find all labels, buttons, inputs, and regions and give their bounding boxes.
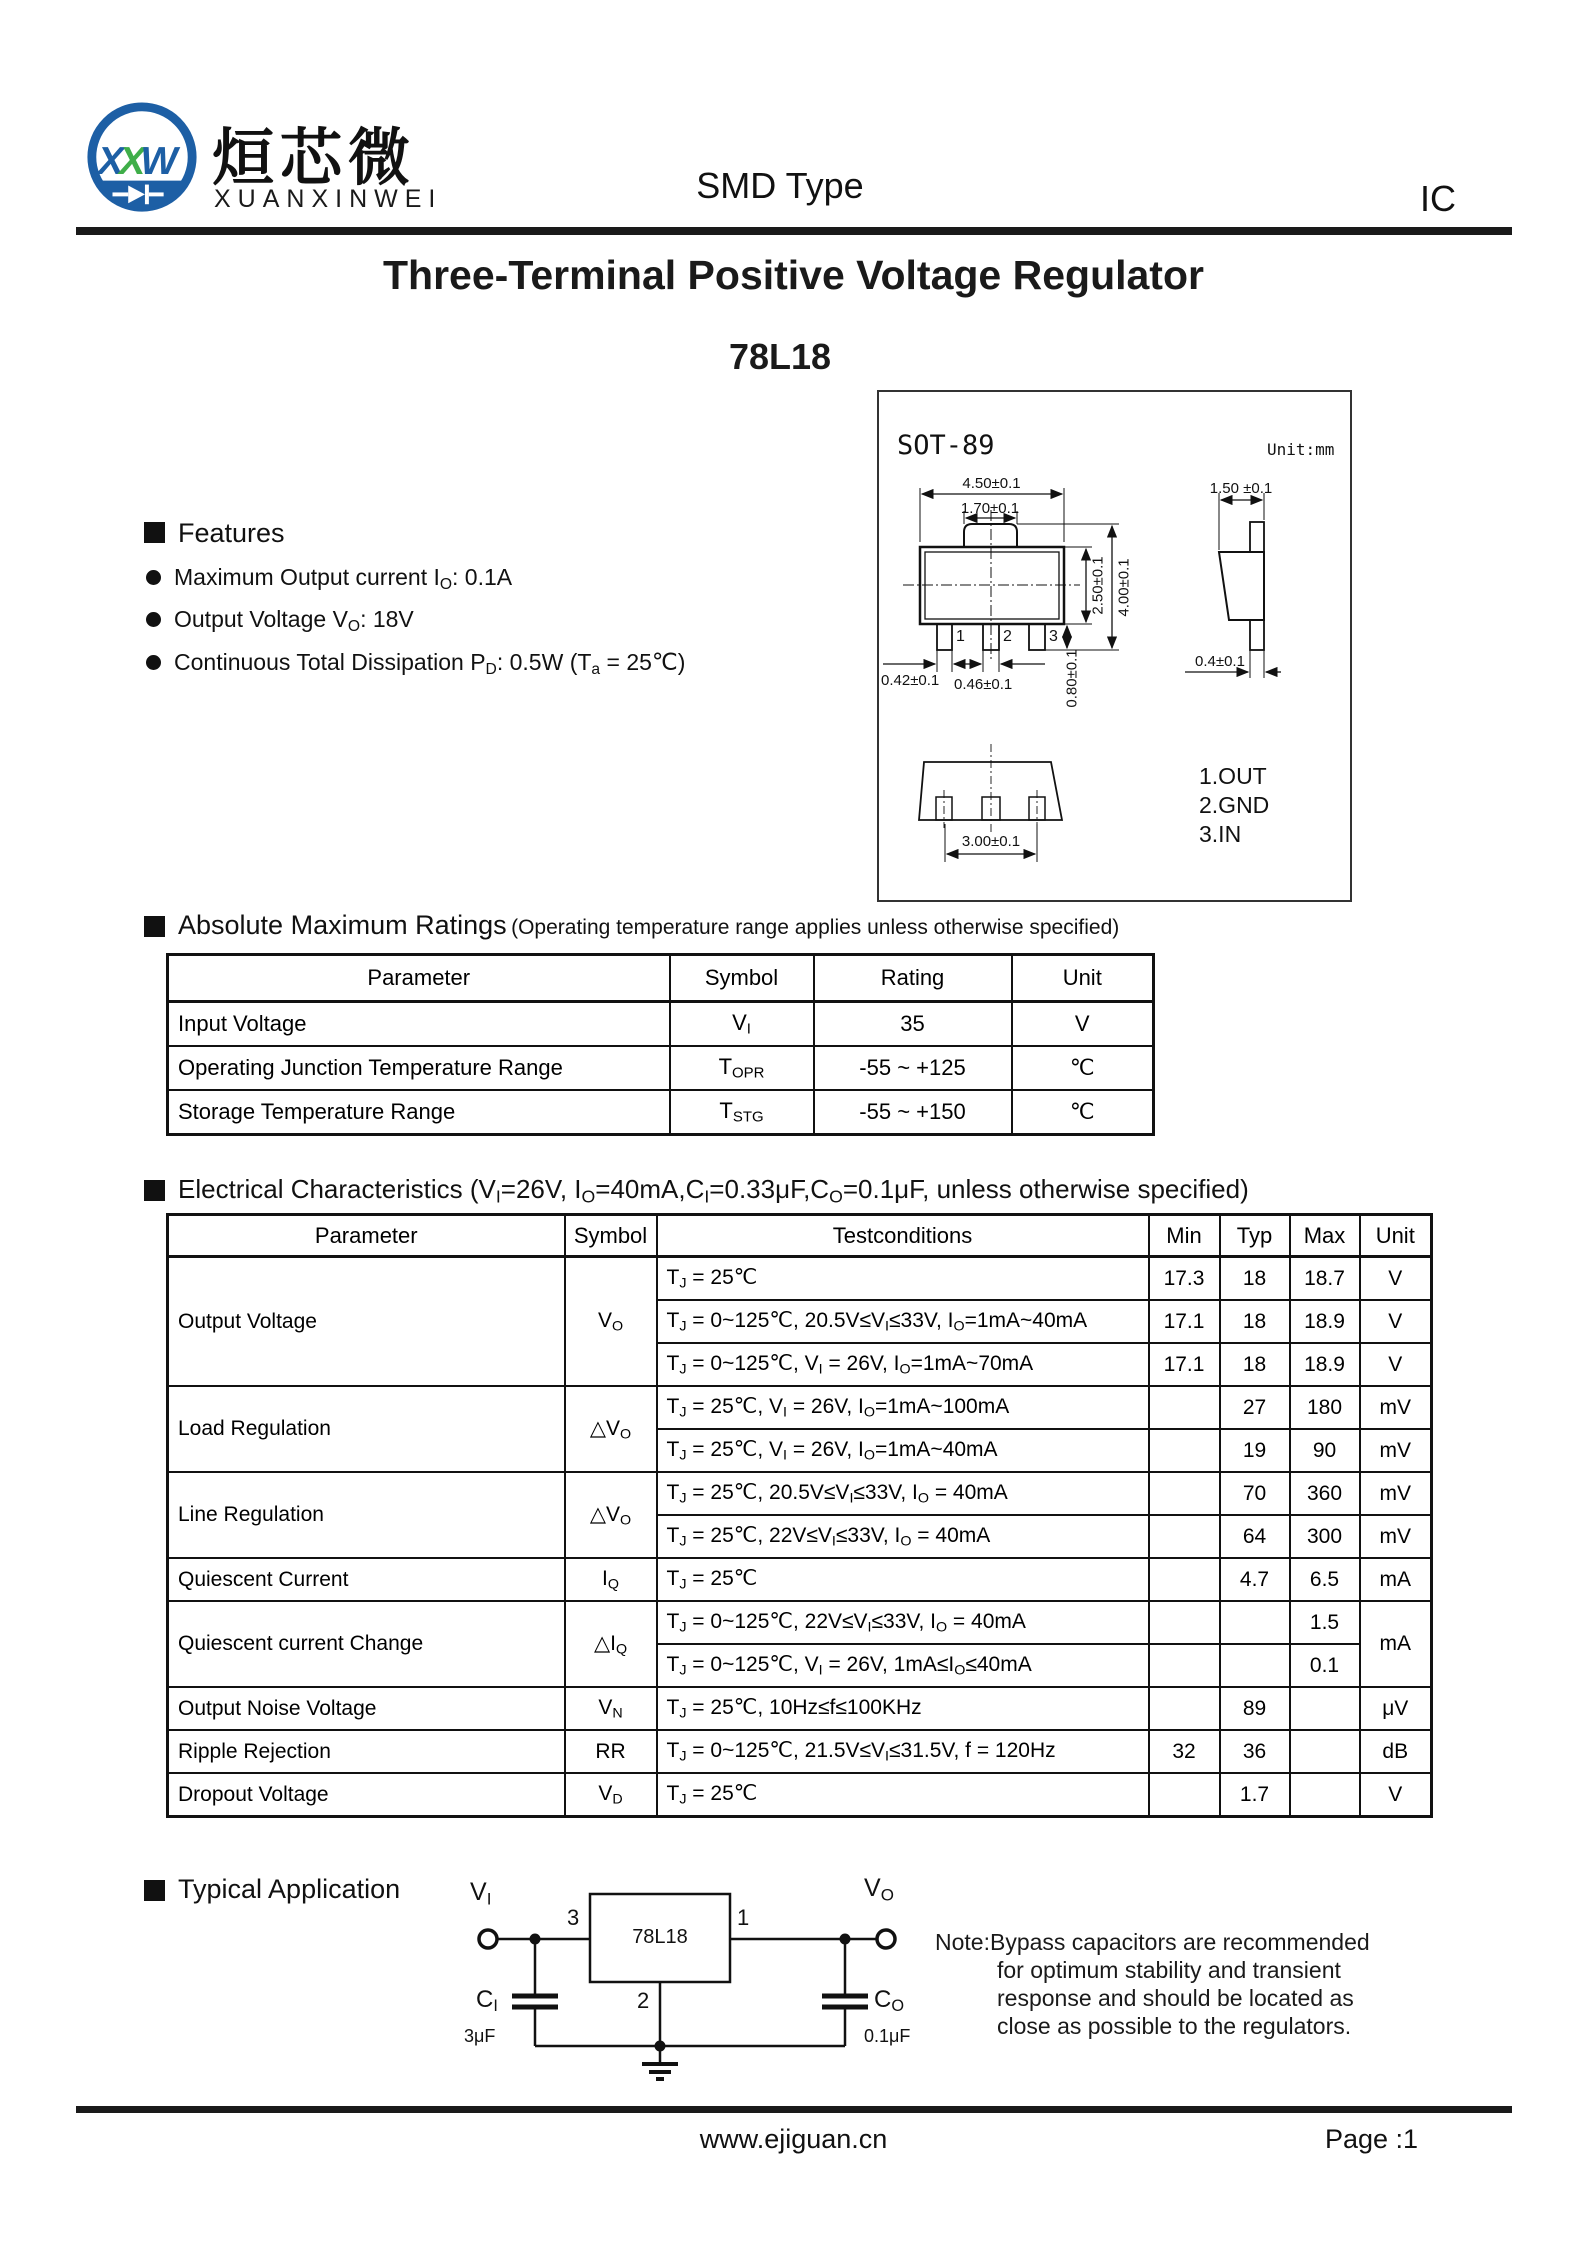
pin-1-label: 1 bbox=[737, 1905, 750, 1930]
cell-typ: 70 bbox=[1220, 1472, 1290, 1515]
cell-max: 18.9 bbox=[1290, 1300, 1360, 1343]
cell-cond: $T_J$ = 25℃, 10Hz≤f≤100KHz bbox=[657, 1687, 1149, 1730]
cell-typ: 18 bbox=[1220, 1257, 1290, 1301]
table-header-row bbox=[168, 1215, 1432, 1257]
feature-bullet-icon bbox=[146, 655, 161, 670]
note-line: close as possible to the regulators. bbox=[997, 2013, 1352, 2039]
cell-min bbox=[1149, 1515, 1220, 1558]
cell-cond: $T_J$ = 0~125℃, $20.5V\le V_I\le 33V$, $I_O=1mA\sim 40mA$ bbox=[657, 1300, 1149, 1343]
pin-number-2: 2 bbox=[1003, 628, 1012, 645]
col-unit: Unit bbox=[1012, 955, 1154, 1002]
col-conditions: Testconditions bbox=[657, 1215, 1149, 1257]
col-symbol: Symbol bbox=[565, 1215, 657, 1257]
category-label: IC bbox=[1420, 178, 1456, 219]
footer-website: www.ejiguan.cn bbox=[699, 2124, 888, 2154]
cell-unit: ℃ bbox=[1012, 1090, 1154, 1135]
cell-symbol: $\triangle V_O$ bbox=[565, 1472, 657, 1558]
cell-min: 32 bbox=[1149, 1730, 1220, 1773]
pin-2-label: 2 bbox=[637, 1988, 650, 2013]
feature-item: Maximum Output current $I_O$: 0.1A bbox=[174, 564, 513, 593]
cell-rating: -55 ~ +125 bbox=[814, 1046, 1012, 1090]
table-row bbox=[168, 1558, 1432, 1601]
pin-3-label: 3 bbox=[567, 1905, 580, 1930]
cell-rating: -55 ~ +150 bbox=[814, 1090, 1012, 1135]
col-min: Min bbox=[1149, 1215, 1220, 1257]
brand-name-cn: 烜芯微 bbox=[212, 124, 417, 193]
cell-unit: mV bbox=[1360, 1429, 1432, 1472]
cell-typ: 19 bbox=[1220, 1429, 1290, 1472]
vout-label: $V_O$ bbox=[864, 1874, 894, 1905]
cell-param: Line Regulation bbox=[168, 1472, 565, 1558]
company-logo bbox=[83, 100, 201, 218]
cell-min bbox=[1149, 1429, 1220, 1472]
cell-min bbox=[1149, 1687, 1220, 1730]
table-row bbox=[168, 1773, 1432, 1817]
cell-unit: mA bbox=[1360, 1601, 1432, 1687]
dim-body-height: 2.50±0.1 bbox=[1089, 556, 1107, 615]
circuit-drawing bbox=[440, 1878, 910, 2088]
table-row bbox=[168, 1090, 1154, 1135]
col-parameter: Parameter bbox=[168, 1215, 565, 1257]
brand-name-en: XUANXINWEI bbox=[214, 185, 443, 213]
pin-number-1: 1 bbox=[956, 628, 965, 645]
cell-cond: $T_J$ = 25℃ bbox=[657, 1773, 1149, 1817]
cell-max: 90 bbox=[1290, 1429, 1360, 1472]
cell-param: Output Voltage bbox=[168, 1257, 565, 1387]
cin-value: 3μF bbox=[464, 2026, 496, 2046]
dim-lead-width: 0.42±0.1 bbox=[881, 672, 940, 689]
package-outline-panel bbox=[877, 390, 1352, 902]
cell-min: 17.1 bbox=[1149, 1300, 1220, 1343]
package-drawing bbox=[879, 392, 1346, 896]
footer-rule bbox=[76, 2106, 1512, 2113]
cell-typ: 64 bbox=[1220, 1515, 1290, 1558]
cell-typ: 1.7 bbox=[1220, 1773, 1290, 1817]
cell-param: Storage Temperature Range bbox=[168, 1090, 670, 1135]
col-symbol: Symbol bbox=[670, 955, 814, 1002]
cell-unit: mV bbox=[1360, 1515, 1432, 1558]
cell-unit: ℃ bbox=[1012, 1046, 1154, 1090]
col-typ: Typ bbox=[1220, 1215, 1290, 1257]
feature-bullet-icon bbox=[146, 612, 161, 627]
dim-tab-width: 1.70±0.1 bbox=[960, 500, 1020, 517]
cell-typ: 89 bbox=[1220, 1687, 1290, 1730]
table-row bbox=[168, 1687, 1432, 1730]
abs-max-subheading: (Operating temperature range applies unless otherwise specified) bbox=[511, 916, 1120, 939]
cell-symbol: $T_{STG}$ bbox=[670, 1090, 814, 1135]
cell-param: Dropout Voltage bbox=[168, 1773, 565, 1817]
abs-max-table bbox=[166, 953, 1155, 1136]
cell-unit: mA bbox=[1360, 1558, 1432, 1601]
cell-param: Operating Junction Temperature Range bbox=[168, 1046, 670, 1090]
dim-lead-thickness: 0.4±0.1 bbox=[1195, 653, 1245, 670]
pin-number-3: 3 bbox=[1049, 628, 1058, 645]
table-header-row bbox=[168, 955, 1154, 1002]
note-line: Note:Bypass capacitors are recommended bbox=[935, 1929, 1370, 1955]
cell-min: 17.3 bbox=[1149, 1257, 1220, 1301]
footer-page-number: Page :1 bbox=[1325, 2124, 1419, 2154]
cout-value: 0.1μF bbox=[864, 2026, 911, 2046]
cell-cond: $T_J$ = 25℃, $V_I = 26V$, $I_O=1mA\sim 100mA$ bbox=[657, 1386, 1149, 1429]
cell-min: 17.1 bbox=[1149, 1343, 1220, 1386]
cell-min bbox=[1149, 1601, 1220, 1644]
col-max: Max bbox=[1290, 1215, 1360, 1257]
cell-rating: 35 bbox=[814, 1002, 1012, 1047]
cell-cond: $T_J$ = 0~125℃, $22V\le V_I\le 33V$, $I_O = 40mA$ bbox=[657, 1601, 1149, 1644]
application-heading: Typical Application bbox=[178, 1874, 401, 1904]
cell-max bbox=[1290, 1730, 1360, 1773]
cell-typ: 36 bbox=[1220, 1730, 1290, 1773]
cell-param: Ripple Rejection bbox=[168, 1730, 565, 1773]
cout-label: $C_O$ bbox=[874, 1986, 905, 2016]
cell-symbol: $\triangle V_O$ bbox=[565, 1386, 657, 1472]
features-heading: Features bbox=[178, 518, 285, 548]
dim-lead-length: 0.80±0.1 bbox=[1063, 649, 1081, 708]
doc-type-label: SMD Type bbox=[696, 165, 864, 206]
cell-max: 180 bbox=[1290, 1386, 1360, 1429]
page-title: Three-Terminal Positive Voltage Regulator bbox=[383, 252, 1204, 298]
cell-unit: V bbox=[1360, 1300, 1432, 1343]
cell-max: 6.5 bbox=[1290, 1558, 1360, 1601]
side-view bbox=[1185, 493, 1281, 678]
package-unit-label: Unit:mm bbox=[1267, 440, 1335, 459]
col-unit: Unit bbox=[1360, 1215, 1432, 1257]
part-number: 78L18 bbox=[728, 336, 832, 377]
cell-typ: 18 bbox=[1220, 1300, 1290, 1343]
table-row bbox=[168, 1046, 1154, 1090]
dim-body-width: 4.50±0.1 bbox=[962, 475, 1021, 492]
cell-unit: μV bbox=[1360, 1687, 1432, 1730]
pin-name-in: 3.IN bbox=[1199, 821, 1242, 847]
cell-symbol: $T_{OPR}$ bbox=[670, 1046, 814, 1090]
table-row bbox=[168, 1002, 1154, 1047]
features-marker-icon bbox=[144, 522, 165, 543]
cell-max bbox=[1290, 1687, 1360, 1730]
dim-total-height: 4.00±0.1 bbox=[1115, 558, 1133, 617]
dim-side-width: 1.50 ±0.1 bbox=[1209, 480, 1273, 497]
package-name: SOT-89 bbox=[897, 430, 995, 461]
cell-cond: $T_J$ = 25℃ bbox=[657, 1257, 1149, 1301]
cell-unit: V bbox=[1360, 1257, 1432, 1301]
cell-min bbox=[1149, 1472, 1220, 1515]
circuit-wires bbox=[479, 1894, 895, 2079]
cell-param: Input Voltage bbox=[168, 1002, 670, 1047]
cell-symbol: RR bbox=[565, 1730, 657, 1773]
cell-max: 1.5 bbox=[1290, 1601, 1360, 1644]
cell-max: 18.9 bbox=[1290, 1343, 1360, 1386]
table-row bbox=[168, 1730, 1432, 1773]
table-row bbox=[168, 1472, 1432, 1515]
elec-marker-icon bbox=[144, 1180, 165, 1201]
cell-symbol: $I_Q$ bbox=[565, 1558, 657, 1601]
cell-unit: V bbox=[1012, 1002, 1154, 1047]
cell-symbol: $V_D$ bbox=[565, 1773, 657, 1817]
cell-unit: dB bbox=[1360, 1730, 1432, 1773]
cell-cond: $T_J$ = 0~125℃, $V_I = 26V$, $1mA\le I_O\le 40mA$ bbox=[657, 1644, 1149, 1687]
header-rule bbox=[76, 227, 1512, 235]
cell-cond: $T_J$ = 0~125℃, $21.5V\le V_I\le 31.5V$, f = 120Hz bbox=[657, 1730, 1149, 1773]
table-row bbox=[168, 1386, 1432, 1429]
cell-cond: $T_J$ = 25℃, $22V\le V_I\le 33V$, $I_O = 40mA$ bbox=[657, 1515, 1149, 1558]
application-circuit bbox=[440, 1874, 911, 2088]
col-rating: Rating bbox=[814, 955, 1012, 1002]
cell-max: 300 bbox=[1290, 1515, 1360, 1558]
cell-unit: V bbox=[1360, 1343, 1432, 1386]
cell-param: Quiescent Current bbox=[168, 1558, 565, 1601]
cell-symbol: $V_N$ bbox=[565, 1687, 657, 1730]
note-line: for optimum stability and transient bbox=[997, 1957, 1341, 1983]
cell-typ bbox=[1220, 1601, 1290, 1644]
abs-max-heading-row bbox=[178, 910, 1119, 941]
cell-min bbox=[1149, 1558, 1220, 1601]
cell-unit: mV bbox=[1360, 1472, 1432, 1515]
pin-name-out: 1.OUT bbox=[1199, 763, 1267, 789]
cell-typ: 27 bbox=[1220, 1386, 1290, 1429]
logo-icon bbox=[83, 100, 201, 218]
application-note bbox=[935, 1928, 1370, 2040]
col-parameter: Parameter bbox=[168, 955, 670, 1002]
table-row bbox=[168, 1257, 1432, 1301]
vin-label: $V_I$ bbox=[470, 1878, 492, 1909]
cell-max bbox=[1290, 1773, 1360, 1817]
abs-max-heading: Absolute Maximum Ratings bbox=[178, 910, 507, 940]
cell-typ: 4.7 bbox=[1220, 1558, 1290, 1601]
cell-min bbox=[1149, 1773, 1220, 1817]
cell-symbol: $V_I$ bbox=[670, 1002, 814, 1047]
feature-item: Output Voltage $V_O$: 18V bbox=[174, 606, 414, 635]
cell-cond: $T_J$ = 25℃, $V_I = 26V$, $I_O=1mA\sim 40mA$ bbox=[657, 1429, 1149, 1472]
cell-max: 0.1 bbox=[1290, 1644, 1360, 1687]
cell-unit: V bbox=[1360, 1773, 1432, 1817]
dim-lead-gap: 0.46±0.1 bbox=[954, 676, 1013, 693]
cell-cond: $T_J$ = 0~125℃, $V_I = 26V$, $I_O=1mA\sim 70mA$ bbox=[657, 1343, 1149, 1386]
logo-monogram: XXW bbox=[97, 138, 173, 183]
ic-label: 78L18 bbox=[632, 1926, 688, 1948]
cell-typ: 18 bbox=[1220, 1343, 1290, 1386]
dim-pad-span: 3.00±0.1 bbox=[961, 833, 1021, 850]
cell-cond: $T_J$ = 25℃, $20.5V\le V_I\le 33V$, $I_O = 40mA$ bbox=[657, 1472, 1149, 1515]
cell-min bbox=[1149, 1386, 1220, 1429]
cell-unit: mV bbox=[1360, 1386, 1432, 1429]
cell-param: Load Regulation bbox=[168, 1386, 565, 1472]
cin-label: $C_I$ bbox=[476, 1986, 498, 2016]
cell-max: 18.7 bbox=[1290, 1257, 1360, 1301]
cell-param: Quiescent current Change bbox=[168, 1601, 565, 1687]
cell-cond: $T_J$ = 25℃ bbox=[657, 1558, 1149, 1601]
cell-max: 360 bbox=[1290, 1472, 1360, 1515]
application-marker-icon bbox=[144, 1880, 165, 1901]
feature-bullet-icon bbox=[146, 570, 161, 585]
cell-typ bbox=[1220, 1644, 1290, 1687]
elec-heading: Electrical Characteristics ($V_I=26V$, $I_O=40mA,C_I=0.33\mu F,C_O=0.1\mu F$, unless otherwise specified) bbox=[178, 1174, 1249, 1207]
feature-item: Continuous Total Dissipation $P_D$: 0.5W ($T_a$ = 25℃) bbox=[174, 649, 686, 678]
note-line: response and should be located as bbox=[997, 1985, 1354, 2011]
cell-symbol: $V_O$ bbox=[565, 1257, 657, 1387]
abs-max-marker-icon bbox=[144, 916, 165, 937]
elec-table bbox=[166, 1213, 1433, 1818]
table-row bbox=[168, 1601, 1432, 1644]
cell-param: Output Noise Voltage bbox=[168, 1687, 565, 1730]
pin-name-gnd: 2.GND bbox=[1199, 792, 1270, 818]
cell-min bbox=[1149, 1644, 1220, 1687]
cell-symbol: $\triangle I_Q$ bbox=[565, 1601, 657, 1687]
